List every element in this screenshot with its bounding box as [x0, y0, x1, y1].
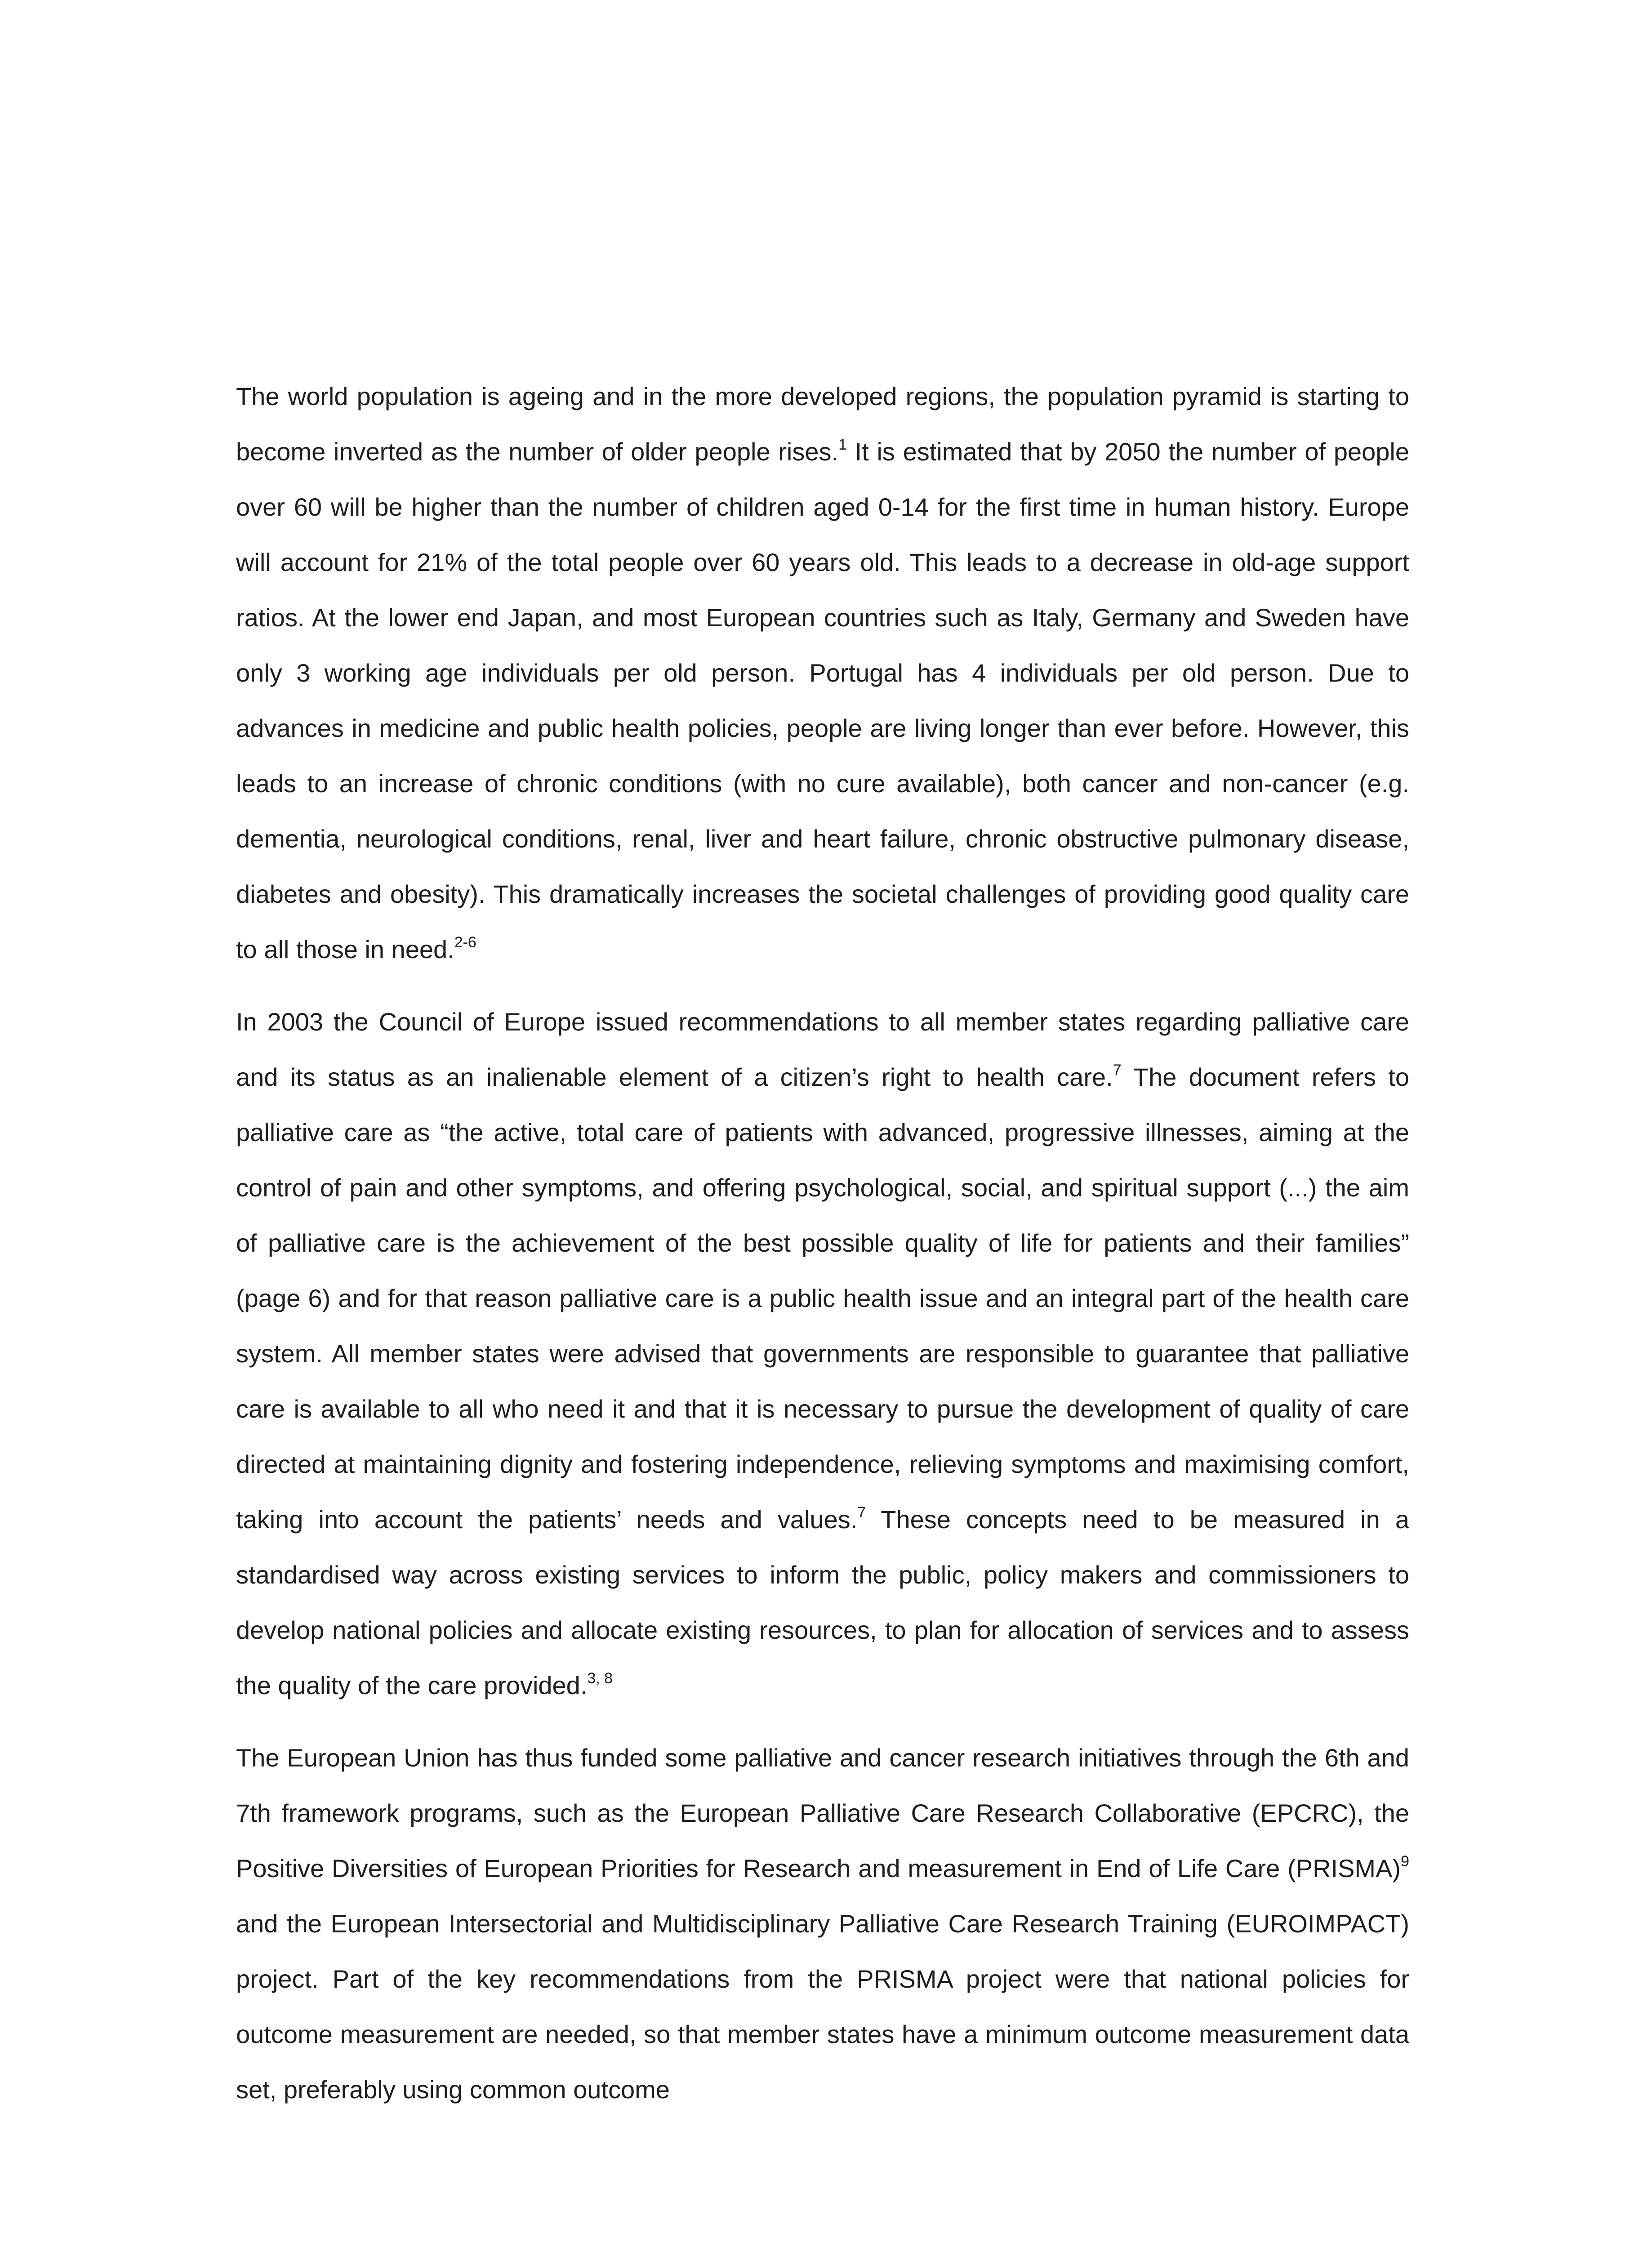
- paragraph-council-of-europe: [236, 994, 1409, 1713]
- paragraph-text: The European Union has thus funded some palliative and cancer research initiatives through the 6th and 7th framework programs, such as the European Palliative Care Research Collaborative (EPCRC), the Positive Diversities of European Priorities for Research and measurement in End of Life Care (PRISMA): [236, 1744, 1409, 1882]
- citation-superscript: 9: [1401, 1853, 1409, 1870]
- citation-superscript: 2-6: [454, 934, 476, 951]
- paragraph-text: In 2003 the Council of Europe issued recommendations to all member states regarding palliative care and its status as an inalienable element of a citizen’s right to health care.: [236, 1008, 1409, 1091]
- paragraph-text: The document refers to palliative care as “the active, total care of patients with advanced, progressive illnesses, aiming at the control of pain and other symptoms, and offering psychological, social, and spiritual support (...) the aim of palliative care is the achievement of the best possible quality of life for patients and their families” (page 6) and for that reason palliative care is a public health issue and an integral part of the health care system. All member states were advised that governments are responsible to guarantee that palliative care is available to all who need it and that it is necessary to pursue the development of quality of care directed at maintaining dignity and fostering independence, relieving symptoms and maximising comfort, taking into account the patients’ needs and values.: [236, 1063, 1410, 1534]
- paragraph-european-union-funding: [236, 1730, 1409, 2117]
- document-body: [236, 369, 1409, 2117]
- paragraph-text: It is estimated that by 2050 the number of people over 60 will be higher than the number of children aged 0-14 for the first time in human history. Europe will account for 21% of the total people over 60 years old. This leads to a decrease in old-age support ratios. At the lower end Japan, and most European countries such as Italy, Germany and Sweden have only 3 working age individuals per old person. Portugal has 4 individuals per old person. Due to advances in medicine and public health policies, people are living longer than ever before. However, this leads to an increase of chronic conditions (with no cure available), both cancer and non-cancer (e.g. dementia, neurological conditions, renal, liver and heart failure, chronic obstructive pulmonary disease, diabetes and obesity). This dramatically increases the societal challenges of providing good quality care to all those in need.: [236, 437, 1409, 963]
- citation-superscript: 3, 8: [587, 1670, 613, 1687]
- citation-superscript: 1: [838, 436, 847, 453]
- paragraph-population-ageing: [236, 369, 1409, 977]
- citation-superscript: 7: [857, 1504, 866, 1521]
- citation-superscript: 7: [1113, 1062, 1122, 1079]
- paragraph-text: These concepts need to be measured in a standardised way across existing services to inform the public, policy makers and commissioners to develop national policies and allocate existing resources, to plan for allocation of services and to assess the quality of the care provided.: [236, 1505, 1409, 1699]
- paragraph-text: and the European Intersectorial and Multidisciplinary Palliative Care Research Training (EUROIMPACT) project. Part of the key recommendations from the PRISMA project were that national policies for outcome measurement are needed, so that member states have a minimum outcome measurement data set, preferably using common outcome: [236, 1909, 1409, 2104]
- paragraph-text: The world population is ageing and in the more developed regions, the population pyramid is starting to become inverted as the number of older people rises.: [236, 382, 1409, 466]
